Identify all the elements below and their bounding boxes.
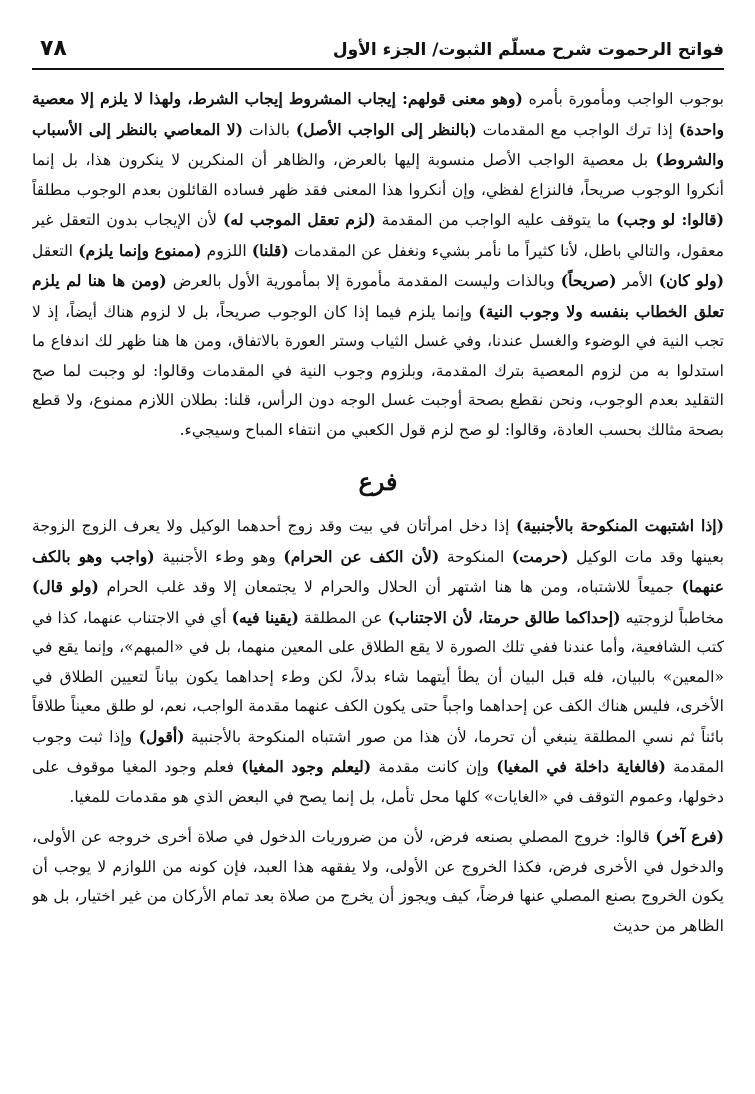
bold-text-segment: (فرع آخر) — [655, 827, 724, 846]
bold-text-segment: (لزم تعقل الموجب له) — [223, 210, 376, 229]
bold-text-segment: (قلنا) — [251, 240, 289, 260]
text-segment: ما يتوقف عليه الواجب من المقدمة — [375, 211, 617, 229]
text-segment: إذا دخل امرأتان في بيت وقد زوج أحدهما الوكيل ولا يعرف الزوج الزوجة بعينها وقد مات الوكيل — [32, 517, 724, 566]
text-segment: وبالذات وليست المقدمة مأمورة إلا بمأمورية الأول بالعرض — [166, 272, 561, 290]
bold-text-segment: (إحداكما طالق حرمتا، لأن الاجتناب) — [387, 607, 621, 627]
text-segment: اللزوم — [201, 241, 252, 260]
bold-text-segment: (إذا اشتبهت المنكوحة بالأجنبية) — [515, 516, 724, 535]
text-segment: الأمر — [616, 272, 659, 290]
bold-text-segment: (واجب وهو بالكف عنهما) — [32, 546, 724, 596]
text-segment: وإنما يلزم فيما إذا كان الوجوب صريحاً، بل لا لزوم هناك أيضاً، إذ لا تجب النية في الوضوء والغسل عندنا، وفي غسل الثياب وستر العورة بالاتفاق، ومن ها هنا ظهر لك اندفاع ما استدلوا به من لزوم المعصية بترك المقدمة، وبلزوم وجوب النية في المقدمات وقالوا: لو وجبت لما صح التقليد بعدم الوجوب، ونحن نقطع بصحة أوجبت غسل الوجه دون الرأس، قلنا: بطلان اللازم ممنوع، ولا قطع بصحة مثالك بحسب العادة، وقالوا: لو صح لزم قول الكعبي من انتفاء المباح وسيجيء. — [32, 302, 724, 439]
bold-text-segment: (فالغاية داخلة في المغيا) — [496, 757, 666, 776]
text-segment: فعلم وجود المغيا موقوف على دخولها، وعموم التوقف في «الغايات» كلها محل تأمل، بل إنما يصح في البعض الذي هو مقدمات للمغيا. — [32, 758, 724, 806]
bold-text-segment: (ولو قال) — [32, 577, 99, 596]
text-segment: وهو وطء الأجنبية — [154, 547, 284, 566]
text-segment: عن المطلقة — [298, 608, 388, 627]
bold-text-segment: (لأن الكف عن الحرام) — [283, 546, 440, 566]
bold-text-segment: (أقول) — [138, 726, 185, 746]
paragraph — [32, 511, 724, 812]
text-segment: جميعاً للاشتباه، ومن ها هنا اشتهر أن الحلال والحرام لا يجتمعان إلا وقد غلب الحرام — [98, 578, 682, 596]
bold-text-segment: (ممنوع وإنما يلزم) — [78, 240, 202, 260]
bold-text-segment: (صريحاً) — [560, 271, 617, 290]
text-segment: وإذا ثبت وجوب المقدمة — [32, 727, 724, 776]
running-title: فواتح الرحموت شرح مسلّم الثبوت/ الجزء الأول — [332, 40, 724, 60]
text-segment: التعقل — [32, 241, 79, 260]
text-segment: مخاطباً لزوجتيه — [620, 608, 724, 627]
text-segment: المنكوحة — [439, 547, 512, 566]
text-segment: بل معصية الواجب الأصل منسوبة إليها بالعرض، والظاهر أن المنكرين لا ينكرون هذا، بل إنما أنكروا الوجوب صريحاً، فالنزاع لفظي، وإن أنكروا هذا المعنى فقد ظهر فساده القائلون بعدم الوجوب مطلقاً — [32, 151, 724, 199]
bold-text-segment: (وهو معنى قولهم: إيجاب المشروط إيجاب الشرط، ولهذا لا يلزم إلا معصية واحدة) — [32, 89, 724, 139]
text-segment: وإن كانت مقدمة — [371, 758, 497, 776]
bold-text-segment: (ولو كان) — [658, 271, 724, 290]
text-segment: بالذات — [243, 120, 296, 139]
page-number: ٧٨ — [40, 36, 67, 61]
paragraph — [32, 84, 724, 445]
paragraph — [32, 822, 724, 941]
text-segment: لأن الإيجاب بدون التعقل غير معقول، والتالي باطل، لأنا كثيراً ما نأمر بشيء ونغفل عن المقدمات — [32, 211, 724, 260]
bold-text-segment: (لا المعاصي بالنظر إلى الأسباب والشروط) — [32, 119, 724, 169]
bold-text-segment: (قالوا: لو وجب) — [616, 210, 724, 229]
bold-text-segment: (حرمت) — [511, 546, 569, 566]
page-header — [32, 30, 724, 70]
section-heading: فرع — [358, 467, 398, 496]
bold-text-segment: (ليعلم وجود المغيا) — [241, 757, 372, 776]
text-segment: بوجوب الواجب ومأمورة بأمره — [522, 90, 724, 108]
bold-text-segment: (بالنظر إلى الواجب الأصل) — [295, 119, 477, 139]
bold-text-segment: (ومن ها هنا لم يلزم تعلق الخطاب بنفسه ولا وجوب النية) — [32, 271, 724, 321]
book-page — [32, 30, 724, 1082]
bold-text-segment: (يقينا فيه) — [231, 607, 299, 627]
text-segment: أي في الاجتناب عنهما، كذا في كتب الشافعية، وأما عندنا ففي تلك الصورة لا يقع الطلاق على المعين منهما، بل في «المبهم»، وإنما يقع في «المعين» بالبيان، فله قبل البيان أن يطأ أيتهما شاء بدلاً، لكن وطء إحداهما يكون بياناً لتعيين الطلاق في الأخرى، فليس هناك الكف عن إحداهما واجباً حتى يكون الكف عنهما مقدمة الواجب، نعم، لو طلق معيناً طلاقاً بائناً ثم نسي المطلقة ينبغي أن تحرما، لأن هذا من صور اشتباه المنكوحة بالأجنبية — [32, 608, 724, 746]
text-segment: قالوا: خروج المصلي بصنعه فرض، لأن من ضروريات الدخول في صلاة أخرى خروجه عن الأولى، والدخول في الأخرى فرض، فكذا الخروج عن الأولى، ولا يفقهه هذا العبد، فإن كونه من اللوازم لا يوجب أن يكون الخروج بصنع المصلي عنها فرضاً، كيف ويجوز أن يخرج من صلاة بعد تمام الأركان من غير اختيار، بل هو الظاهر من حديث — [32, 828, 724, 935]
text-segment: إذا ترك الواجب مع المقدمات — [476, 120, 679, 139]
